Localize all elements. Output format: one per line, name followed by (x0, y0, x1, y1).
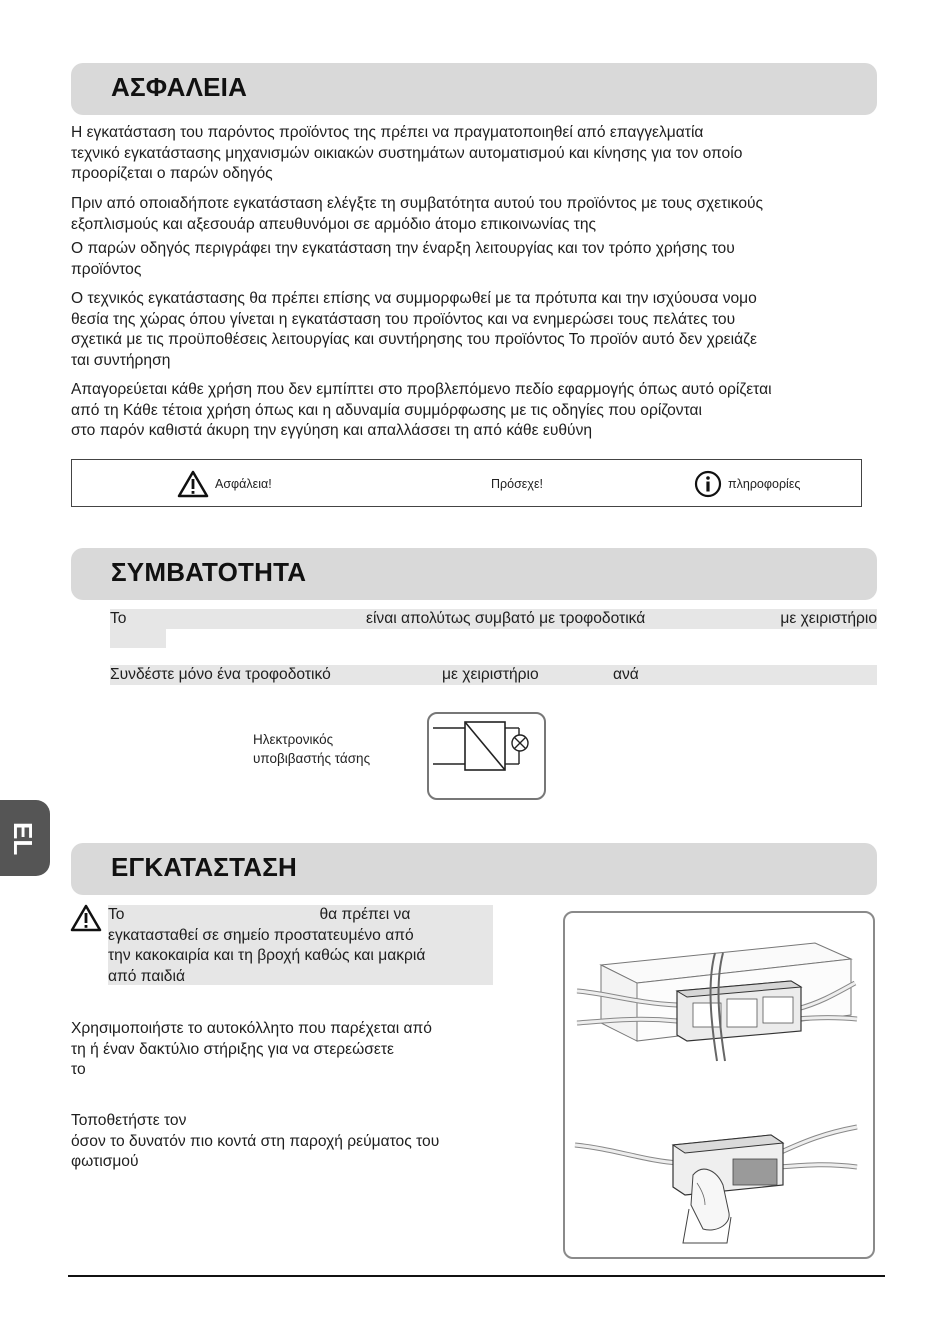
beam-mounting-drawing (577, 943, 857, 1061)
language-tab (0, 800, 50, 876)
transformer-lamp-icon (429, 714, 544, 798)
adhesive-application-drawing (575, 1127, 857, 1243)
legend-info (694, 460, 800, 508)
footer-rule (68, 1275, 885, 1277)
compatibility-title: ΣΥΜΒΑΤΟΤΗΤΑ (111, 557, 307, 587)
compatibility-line-1-continuation (110, 629, 166, 648)
safety-paragraph-2: Πριν από οποιαδήποτε εγκατάσταση ελέγξτε τη συμβατότητα αυτού του προϊόντος με τους σχετικούς εξοπλισμούς και αξεσουάρ απευθυνόμοι σε αρμόδιο άτομο επικοινωνίας της (71, 195, 764, 233)
safety-paragraph-1: Η εγκατάσταση του παρόντος προϊόντος της πρέπει να πραγματοποιηθεί από επαγγελματία τεχνικό εγκατάστασης μηχανισμών οικιακών συστημάτων αυτοματισμού και κίνησης για τον οποίο προορίζεται ο παρών οδηγός (71, 124, 743, 182)
installation-step-2: Τοποθετήστε τον όσον το δυνατόν πιο κοντά στη παροχή ρεύματος του φωτισμού (71, 1112, 440, 1170)
safety-paragraph-3: Ο παρών οδηγός περιγράφει την εγκατάσταση την έναρξη λειτουργίας και τον τρόπο χρήσης του προϊόντος (71, 240, 735, 278)
installation-title: ΕΓΚΑΤΑΣΤΑΣΗ (111, 852, 298, 882)
language-tab-label: EL (8, 822, 38, 856)
transformer-symbol (427, 712, 546, 800)
installation-step-1: Χρησιμοποιήστε το αυτοκόλλητο που παρέχεται από τη ή έναν δακτύλιο στήριξης για να στερεώσετε το (71, 1020, 432, 1078)
safety-header (71, 63, 877, 115)
transformer-caption: Ηλεκτρονικός υποβιβαστής τάσης (253, 732, 371, 766)
installation-header (71, 843, 877, 895)
compatibility-line-2: Συνδέστε μόνο ένα τροφοδοτικό με χειριστήριο ανά (110, 665, 877, 685)
symbol-legend (71, 459, 862, 507)
legend-info-label: πληροφορίες (728, 477, 801, 491)
legend-caution (491, 460, 543, 508)
legend-caution-label: Πρόσεχε! (491, 477, 543, 491)
safety-paragraph-5: Απαγορεύεται κάθε χρήση που δεν εμπίπτει στο προβλεπόμενο πεδίο εφαρμογής όπως αυτό ορίζεται από τη Κάθε τέτοια χρήση όπως και η αδυναμία συμμόρφωσης με τις οδηγίες που ορίζονται στο παρόν καθιστά άκυρη την εγγύηση και απαλλάσσει τη από κάθε ευθύνη (71, 381, 772, 439)
compatibility-header (71, 548, 877, 600)
info-icon (694, 470, 722, 498)
compatibility-line-1: Το είναι απολύτως συμβατό με τροφοδοτικά με χειριστήριο (110, 610, 877, 627)
warning-triangle-icon (70, 904, 102, 932)
warning-triangle-icon (177, 470, 209, 498)
legend-warning-label: Ασφάλεια! (215, 477, 272, 491)
mounting-illustration (565, 913, 873, 1257)
installation-illustration (563, 911, 875, 1259)
safety-paragraph-4: Ο τεχνικός εγκατάστασης θα πρέπει επίσης να συμμορφωθεί με τα πρότυπα και την ισχύουσα νομο θεσία της χώρας όπου γίνεται η εγκατάσταση του προϊόντος και να ενημερώσει τους πελάτες του σχετικά με τις προϋποθέσεις λειτουργίας και συντήρησης του προϊόντος Το προϊόν αυτό δεν χρειάζε ται συντήρηση (71, 290, 757, 369)
legend-warning (177, 460, 272, 508)
safety-title: ΑΣΦΑΛΕΙΑ (111, 72, 248, 102)
installation-warning-text: Το θα πρέπει να εγκατασταθεί σε σημείο προστατευμένο από την κακοκαιρία και τη βροχή καθώς και μακριά από παιδιά (108, 906, 426, 985)
